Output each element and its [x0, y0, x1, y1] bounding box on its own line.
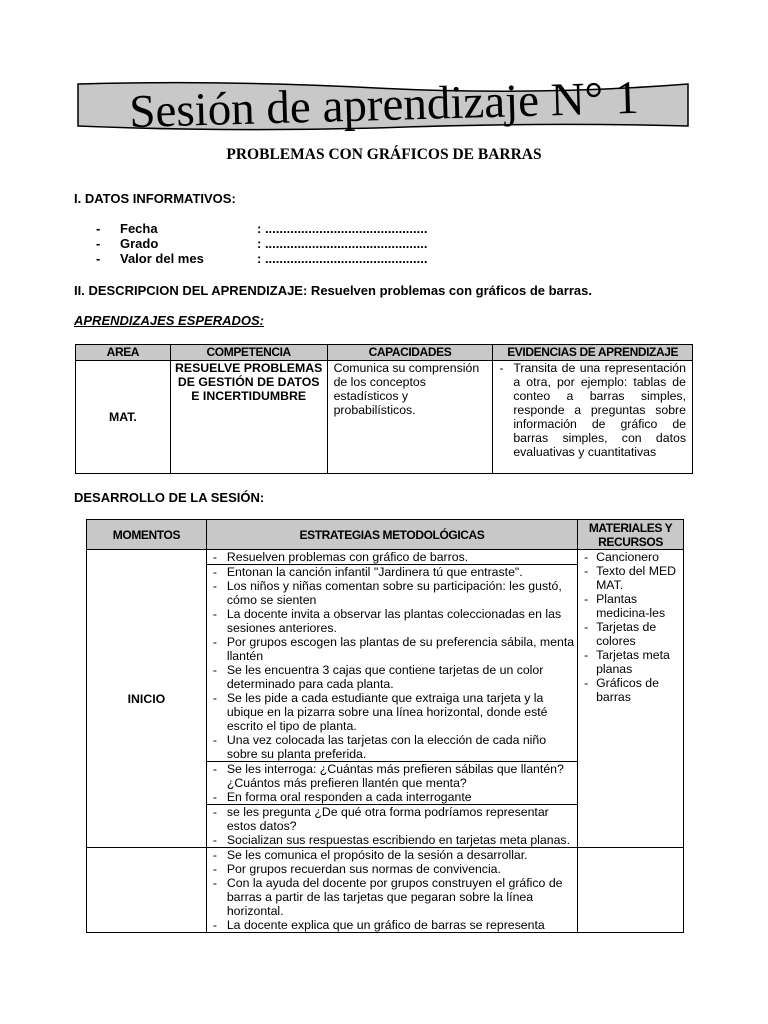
- cell-area: MAT.: [76, 361, 171, 474]
- dash: -: [212, 848, 217, 862]
- item-text: Tarjetas de colores: [596, 620, 657, 648]
- item-text: Se les encuentra 3 cajas que contiene tarjetas de un color determinado para cada planta.: [226, 663, 544, 691]
- dash: -: [212, 876, 217, 890]
- cell-inicio: INICIO: [87, 550, 207, 848]
- dash: -: [212, 918, 217, 932]
- header-momentos: MOMENTOS: [87, 520, 207, 550]
- table-row-inicio: [87, 550, 684, 848]
- list-item: [578, 564, 683, 592]
- table-header-row: [87, 520, 684, 550]
- list-item: [578, 550, 683, 564]
- strategy-group: [207, 761, 577, 804]
- dash: -: [212, 733, 217, 747]
- aprendizajes-heading: APRENDIZAJES ESPERADOS:: [74, 313, 264, 328]
- dash: -: [212, 805, 217, 819]
- evidencias-text: Transita de una representación a otra, por ejemplo: tablas de conteo a barras simples, responde a preguntas sobre información de gráfico de barras simples, con datos evaluativas y cuantitativas: [513, 361, 686, 459]
- header-competencia: COMPETENCIA: [170, 345, 327, 361]
- dash: -: [96, 251, 101, 266]
- cell-evidencias: [493, 361, 693, 474]
- list-item: [207, 607, 577, 635]
- info-label: Fecha: [120, 221, 158, 236]
- strategy-group: [207, 550, 577, 564]
- item-text: Se les pide a cada estudiante que extraiga una tarjeta y la ubique en la pizarra sobre una línea horizontal, donde esté escrito el tipo de planta.: [226, 691, 548, 733]
- list-item: [207, 733, 577, 761]
- list-item: [578, 592, 683, 620]
- dash: -: [584, 550, 589, 564]
- strategy-group: [207, 804, 577, 847]
- page-title: Sesión de aprendizaje N° 1: [128, 71, 640, 139]
- table-row-desarrollo: [87, 848, 684, 933]
- item-text: Cancionero: [596, 550, 659, 564]
- table-header-row: [76, 345, 693, 361]
- item-text: Plantas medicina-les: [596, 592, 666, 620]
- info-row-valor: [96, 251, 516, 267]
- dash: -: [212, 862, 217, 876]
- page-subtitle: PROBLEMAS CON GRÁFICOS DE BARRAS: [226, 146, 542, 163]
- item-text: Resuelven problemas con gráfico de barros.: [226, 550, 469, 564]
- header-materiales: MATERIALES Y RECURSOS: [578, 520, 684, 550]
- list-item: [207, 691, 577, 733]
- item-text: Gráficos de barras: [596, 676, 659, 704]
- section2-heading: II. DESCRIPCION DEL APRENDIZAJE:: [74, 283, 308, 298]
- list-item: [207, 762, 577, 790]
- aprendizajes-table: [75, 344, 693, 474]
- dash: -: [212, 579, 217, 593]
- item-text: Los niños y niñas comentan sobre su participación: les gustó, cómo se sienten: [226, 579, 562, 607]
- dash: -: [499, 361, 504, 375]
- item-text: Tarjetas meta planas: [596, 648, 670, 676]
- info-list: [96, 221, 516, 271]
- dash: -: [212, 550, 217, 564]
- list-item: [207, 663, 577, 691]
- list-item: [207, 876, 577, 918]
- item-text: La docente explica que un gráfico de barras se representa: [226, 918, 545, 932]
- info-value: : .............................................: [257, 236, 428, 251]
- item-text: se les pregunta ¿De qué otra forma podríamos representar estos datos?: [226, 805, 549, 833]
- dash: -: [212, 691, 217, 705]
- dash: -: [212, 790, 217, 804]
- item-text: Se les comunica el propósito de la sesión a desarrollar.: [226, 848, 528, 862]
- list-item: [207, 550, 577, 564]
- header-area: AREA: [76, 345, 171, 361]
- section2-text: Resuelven problemas con gráficos de barras.: [307, 283, 592, 298]
- list-item: [578, 676, 683, 704]
- list-item: [578, 620, 683, 648]
- list-item: [578, 648, 683, 676]
- strategy-group: [207, 564, 577, 761]
- dash: -: [584, 620, 589, 634]
- list-item: [207, 848, 577, 862]
- list-item: [207, 862, 577, 876]
- item-text: Por grupos escogen las plantas de su preferencia sábila, menta llantén: [226, 635, 575, 663]
- list-item: [207, 918, 577, 932]
- item-text: Por grupos recuerdan sus normas de convivencia.: [226, 862, 501, 876]
- desarrollo-table: [86, 519, 684, 933]
- item-text: Una vez colocada las tarjetas con la elección de cada niño sobre su planta preferida.: [226, 733, 547, 761]
- dash: -: [584, 676, 589, 690]
- section2-line: [74, 283, 592, 298]
- desarrollo-heading: DESARROLLO DE LA SESIÓN:: [74, 490, 265, 505]
- item-text: Se les interroga: ¿Cuántas más prefieren sábilas que llantén? ¿Cuántos más prefieren llantén que menta?: [226, 762, 564, 790]
- info-value: : .............................................: [257, 251, 428, 266]
- info-label: Grado: [120, 236, 159, 251]
- info-value: : .............................................: [257, 221, 428, 236]
- header-estrategias: ESTRATEGIAS METODOLÓGICAS: [206, 520, 577, 550]
- list-item: [207, 579, 577, 607]
- cell-materiales: [578, 550, 684, 848]
- item-text: Texto del MED MAT.: [596, 564, 677, 592]
- dash: -: [584, 648, 589, 662]
- item-text: Con la ayuda del docente por grupos construyen el gráfico de barras a partir de las tarjetas que pegaran sobre la línea horizontal.: [226, 876, 563, 918]
- dash: -: [212, 762, 217, 776]
- item-text: Entonan la canción infantil "Jardinera tú que entraste".: [226, 565, 523, 579]
- dash: -: [584, 564, 589, 578]
- item-text: Socializan sus respuestas escribiendo en tarjetas meta planas.: [226, 833, 570, 847]
- dash: -: [96, 221, 101, 236]
- cell-capacidades: Comunica su comprensión de los conceptos estadísticos y probabilísticos.: [327, 361, 493, 474]
- dash: -: [584, 592, 589, 606]
- cell-estrategias-desarrollo: [206, 848, 577, 933]
- dash: -: [212, 833, 217, 847]
- header-evidencias: EVIDENCIAS DE APRENDIZAJE: [493, 345, 693, 361]
- cell-competencia: RESUELVE PROBLEMAS DE GESTIÓN DE DATOS E INCERTIDUMBRE: [170, 361, 327, 474]
- item-text: La docente invita a observar las plantas coleccionadas en las sesiones anteriores.: [226, 607, 562, 635]
- cell-estrategias-inicio: [206, 550, 577, 848]
- list-item: [207, 635, 577, 663]
- list-item: [207, 805, 577, 833]
- info-row-grado: [96, 236, 516, 252]
- dash: -: [212, 635, 217, 649]
- item-text: En forma oral responden a cada interrogante: [226, 790, 472, 804]
- dash: -: [96, 236, 101, 251]
- table-row: [76, 361, 693, 474]
- dash: -: [212, 607, 217, 621]
- header-capacidades: CAPACIDADES: [327, 345, 493, 361]
- list-item: [207, 790, 577, 804]
- info-row-fecha: [96, 221, 516, 237]
- dash: -: [212, 565, 217, 579]
- info-label: Valor del mes: [120, 251, 204, 266]
- list-item: [207, 565, 577, 579]
- cell-materiales-empty: [578, 848, 684, 933]
- cell-momento-empty: [87, 848, 207, 933]
- list-item: [207, 833, 577, 847]
- section1-heading: I. DATOS INFORMATIVOS:: [74, 191, 236, 206]
- title-banner: [76, 71, 692, 139]
- dash: -: [212, 663, 217, 677]
